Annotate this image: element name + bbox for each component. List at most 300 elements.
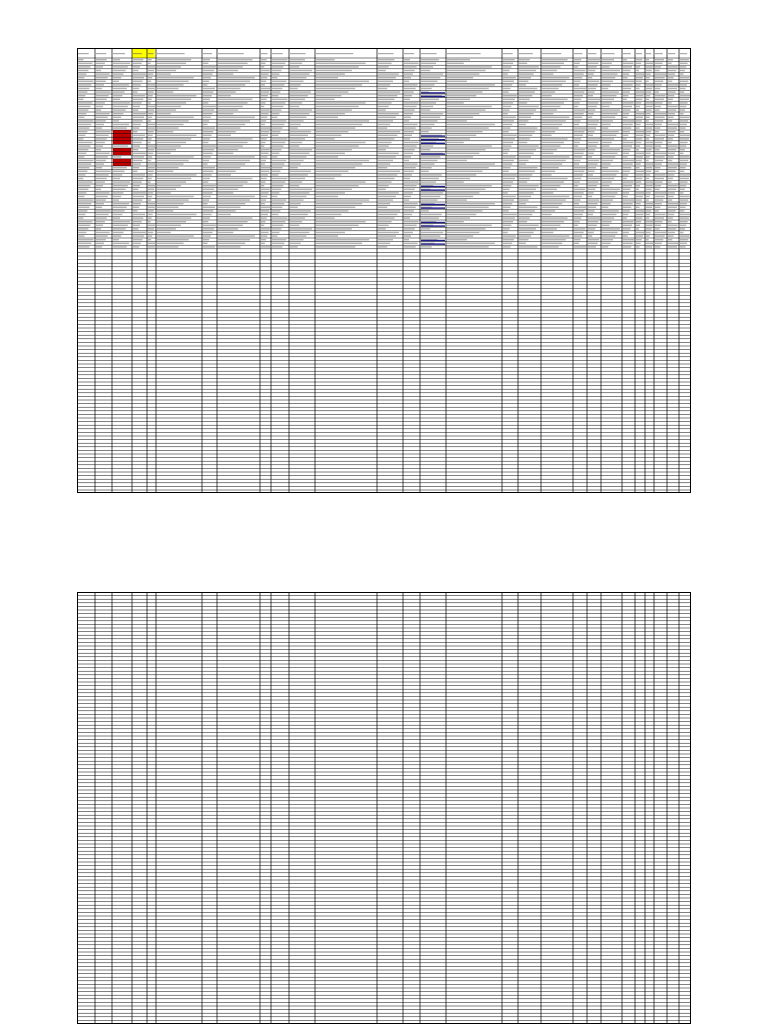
cell-text <box>646 246 652 247</box>
cell-text <box>623 178 627 179</box>
cell-text <box>133 66 140 67</box>
cell-text <box>316 160 369 161</box>
cell-text <box>447 235 473 236</box>
cell-text <box>602 171 619 172</box>
cell-text <box>148 131 154 132</box>
cell-text <box>272 120 286 121</box>
cell-text <box>378 210 400 211</box>
cell-text <box>148 120 151 121</box>
cell-text <box>636 73 644 74</box>
cell-text <box>404 196 411 197</box>
cell-text <box>203 135 212 136</box>
cell-text <box>542 207 559 208</box>
cell-text <box>290 84 301 85</box>
cell-text <box>148 199 151 200</box>
cell-text <box>588 167 596 168</box>
error-cell <box>113 148 131 152</box>
cell-text <box>148 84 155 85</box>
cell-text <box>96 196 108 197</box>
cell-text <box>261 163 265 164</box>
cell-text <box>680 243 687 244</box>
cell-text <box>588 153 594 154</box>
cell-text <box>602 95 616 96</box>
cell-text <box>261 63 266 64</box>
cell-text <box>588 135 593 136</box>
cell-text <box>655 106 661 107</box>
cell-text <box>519 66 539 67</box>
cell-text <box>668 189 676 190</box>
cell-text <box>113 63 130 64</box>
link-cell <box>421 243 445 244</box>
cell-text <box>588 199 599 200</box>
cell-text <box>680 145 686 146</box>
cell-text <box>636 120 642 121</box>
cell-text <box>96 189 101 190</box>
cell-text <box>404 142 419 143</box>
cell-text <box>203 207 215 208</box>
cell-text <box>447 243 495 244</box>
cell-text <box>503 167 510 168</box>
cell-text <box>78 214 85 215</box>
cell-text <box>542 70 557 71</box>
cell-text <box>655 199 663 200</box>
cell-text <box>602 192 618 193</box>
cell-text <box>588 156 592 157</box>
cell-text <box>447 102 464 103</box>
cell-text <box>588 66 597 67</box>
cell-text <box>636 181 641 182</box>
link-cell <box>421 186 445 187</box>
cell-text <box>574 167 586 168</box>
cell-text <box>542 171 555 172</box>
cell-text <box>421 73 443 74</box>
cell-text <box>78 171 87 172</box>
cell-text <box>574 145 578 146</box>
cell-text <box>680 153 684 154</box>
cell-text <box>272 99 287 100</box>
cell-text <box>680 149 685 150</box>
cell-text <box>636 174 643 175</box>
cell-text <box>421 66 433 67</box>
cell-text <box>404 149 415 150</box>
cell-text <box>404 138 410 139</box>
cell-text <box>655 127 660 128</box>
cell-text <box>574 77 582 78</box>
cell-text <box>655 171 659 172</box>
cell-text <box>636 167 640 168</box>
cell-text <box>447 239 467 240</box>
cell-text <box>404 235 411 236</box>
cell-text <box>421 174 442 175</box>
cell-text <box>447 156 473 157</box>
cell-text <box>218 73 233 74</box>
cell-text <box>316 117 338 118</box>
cell-text <box>148 203 155 204</box>
cell-text <box>646 243 653 244</box>
cell-text <box>404 63 419 64</box>
cell-text <box>447 91 482 92</box>
cell-text <box>668 239 672 240</box>
cell-text <box>447 228 486 229</box>
cell-text <box>503 59 515 60</box>
cell-text <box>574 243 579 244</box>
sheet-page-1-grid <box>77 48 691 493</box>
cell-text <box>623 142 633 143</box>
cell-text <box>588 109 595 110</box>
cell-text <box>574 225 578 226</box>
cell-text <box>623 153 629 154</box>
cell-text <box>588 84 598 85</box>
cell-text <box>646 88 652 89</box>
cell-text <box>378 117 396 118</box>
cell-text <box>113 171 125 172</box>
cell-text <box>503 84 512 85</box>
cell-text <box>261 214 268 215</box>
cell-text <box>96 221 105 222</box>
cell-text <box>588 145 597 146</box>
cell-text <box>655 185 661 186</box>
cell-text <box>272 145 283 146</box>
cell-text <box>421 171 429 172</box>
cell-text <box>290 99 305 100</box>
cell-text <box>623 124 633 125</box>
cell-text <box>96 235 108 236</box>
cell-text <box>519 81 528 82</box>
cell-text <box>404 203 418 204</box>
cell-text <box>113 217 120 218</box>
cell-text <box>602 167 608 168</box>
cell-text <box>503 178 515 179</box>
cell-text <box>113 207 127 208</box>
cell-text <box>290 66 299 67</box>
cell-text <box>623 243 633 244</box>
cell-text <box>157 59 191 60</box>
cell-text <box>646 135 650 136</box>
cell-text <box>78 106 90 107</box>
cell-text <box>78 221 92 222</box>
cell-text <box>316 189 352 190</box>
cell-text <box>574 174 583 175</box>
cell-text <box>272 127 282 128</box>
cell-text <box>78 160 93 161</box>
cell-text <box>623 120 634 121</box>
cell-text <box>447 225 492 226</box>
cell-text <box>680 63 688 64</box>
cell-text <box>655 203 662 204</box>
cell-text <box>542 124 562 125</box>
cell-text <box>148 127 155 128</box>
cell-text <box>588 160 599 161</box>
cell-text <box>378 207 387 208</box>
cell-text <box>378 189 386 190</box>
cell-text <box>218 59 252 60</box>
cell-text <box>316 102 366 103</box>
cell-text <box>655 232 666 233</box>
cell-text <box>404 160 409 161</box>
cell-text <box>421 232 443 233</box>
cell-text <box>203 102 208 103</box>
cell-text <box>636 135 643 136</box>
cell-text <box>78 210 87 211</box>
cell-text <box>316 217 335 218</box>
cell-text <box>378 228 386 229</box>
cell-text <box>602 156 615 157</box>
cell-text <box>680 221 688 222</box>
cell-text <box>148 153 153 154</box>
cell-text <box>623 210 630 211</box>
cell-text <box>542 138 568 139</box>
cell-text <box>680 73 684 74</box>
cell-text <box>261 113 269 114</box>
cell-text <box>113 120 119 121</box>
cell-text <box>148 88 155 89</box>
cell-text <box>133 127 139 128</box>
cell-text <box>668 192 675 193</box>
cell-text <box>623 138 627 139</box>
cell-text <box>148 217 152 218</box>
cell-text <box>261 99 267 100</box>
cell-text <box>78 73 86 74</box>
cell-text <box>378 243 390 244</box>
cell-text <box>519 88 537 89</box>
cell-text <box>447 66 492 67</box>
cell-text <box>574 66 578 67</box>
cell-text <box>78 196 84 197</box>
cell-text <box>646 138 649 139</box>
cell-text <box>503 70 510 71</box>
cell-text <box>218 70 238 71</box>
cell-text <box>404 171 414 172</box>
cell-text <box>421 246 432 247</box>
cell-text <box>655 142 663 143</box>
cell-text <box>316 246 355 247</box>
cell-text <box>503 228 510 229</box>
cell-text <box>636 138 642 139</box>
cell-text <box>203 246 215 247</box>
cell-text <box>157 120 189 121</box>
cell-text <box>623 207 631 208</box>
cell-text <box>588 217 600 218</box>
cell-text <box>421 102 436 103</box>
cell-text <box>378 185 389 186</box>
cell-text <box>218 217 252 218</box>
cell-text <box>218 113 233 114</box>
header-cell-text <box>96 53 106 54</box>
cell-text <box>290 63 302 64</box>
cell-text <box>574 207 586 208</box>
cell-text <box>542 243 562 244</box>
cell-text <box>668 167 677 168</box>
cell-text <box>636 228 639 229</box>
cell-text <box>378 192 399 193</box>
cell-text <box>542 214 552 215</box>
cell-text <box>261 95 268 96</box>
cell-text <box>113 203 129 204</box>
cell-text <box>636 192 644 193</box>
cell-text <box>636 66 640 67</box>
cell-text <box>218 77 255 78</box>
cell-text <box>261 109 270 110</box>
cell-text <box>602 153 618 154</box>
cell-text <box>316 196 338 197</box>
cell-text <box>655 66 661 67</box>
cell-text <box>78 117 84 118</box>
cell-text <box>261 149 270 150</box>
cell-text <box>636 88 640 89</box>
cell-text <box>261 199 266 200</box>
cell-text <box>655 207 660 208</box>
cell-text <box>655 153 666 154</box>
cell-text <box>378 239 393 240</box>
cell-text <box>157 160 189 161</box>
cell-text <box>378 142 392 143</box>
cell-text <box>290 207 298 208</box>
cell-text <box>421 131 429 132</box>
cell-text <box>133 181 142 182</box>
cell-text <box>680 217 689 218</box>
cell-text <box>113 178 120 179</box>
cell-text <box>148 171 154 172</box>
cell-text <box>96 207 102 208</box>
cell-text <box>78 192 86 193</box>
cell-text <box>542 199 566 200</box>
cell-text <box>636 142 641 143</box>
cell-text <box>290 160 304 161</box>
cell-text <box>157 210 173 211</box>
cell-text <box>203 84 208 85</box>
cell-text <box>133 243 141 244</box>
cell-text <box>96 199 106 200</box>
cell-text <box>623 70 631 71</box>
cell-text <box>447 167 489 168</box>
cell-text <box>542 95 552 96</box>
cell-text <box>519 63 527 64</box>
cell-text <box>646 217 649 218</box>
cell-text <box>421 70 430 71</box>
cell-text <box>78 207 89 208</box>
cell-text <box>574 149 585 150</box>
cell-text <box>636 199 642 200</box>
cell-text <box>542 120 566 121</box>
cell-text <box>316 174 341 175</box>
cell-text <box>404 131 414 132</box>
cell-text <box>133 109 138 110</box>
cell-text <box>316 235 338 236</box>
cell-text <box>404 109 415 110</box>
cell-text <box>680 156 690 157</box>
cell-text <box>655 246 660 247</box>
cell-text <box>203 221 208 222</box>
cell-text <box>447 199 467 200</box>
cell-text <box>680 228 685 229</box>
cell-text <box>646 203 653 204</box>
cell-text <box>602 243 611 244</box>
cell-text <box>378 156 396 157</box>
cell-text <box>680 185 686 186</box>
cell-text <box>588 102 598 103</box>
cell-text <box>203 185 216 186</box>
cell-text <box>290 73 309 74</box>
cell-text <box>588 113 594 114</box>
cell-text <box>574 235 582 236</box>
cell-text <box>519 59 530 60</box>
cell-text <box>316 185 359 186</box>
cell-text <box>404 66 417 67</box>
cell-text <box>668 120 672 121</box>
cell-text <box>78 120 93 121</box>
cell-text <box>157 203 184 204</box>
cell-text <box>316 156 338 157</box>
cell-text <box>542 145 560 146</box>
cell-text <box>588 99 600 100</box>
cell-text <box>157 185 181 186</box>
cell-text <box>421 145 433 146</box>
cell-text <box>378 181 392 182</box>
cell-text <box>404 246 416 247</box>
cell-text <box>157 239 189 240</box>
cell-text <box>96 145 103 146</box>
cell-text <box>646 102 653 103</box>
cell-text <box>421 127 432 128</box>
cell-text <box>96 120 106 121</box>
cell-text <box>421 77 440 78</box>
cell-text <box>316 153 345 154</box>
cell-text <box>96 63 105 64</box>
cell-text <box>148 124 155 125</box>
cell-text <box>680 167 686 168</box>
cell-text <box>636 106 640 107</box>
cell-text <box>519 239 528 240</box>
cell-text <box>623 59 627 60</box>
cell-text <box>218 153 233 154</box>
cell-text <box>113 145 128 146</box>
cell-text <box>542 156 569 157</box>
cell-text <box>503 207 510 208</box>
cell-text <box>636 77 643 78</box>
cell-text <box>447 95 476 96</box>
cell-text <box>680 106 686 107</box>
cell-text <box>203 142 208 143</box>
cell-text <box>272 95 278 96</box>
cell-text <box>421 117 440 118</box>
cell-text <box>157 156 194 157</box>
cell-text <box>574 221 580 222</box>
cell-text <box>290 88 298 89</box>
cell-text <box>602 109 620 110</box>
cell-text <box>316 207 355 208</box>
cell-text <box>148 174 153 175</box>
cell-text <box>157 167 178 168</box>
cell-text <box>421 167 432 168</box>
cell-text <box>668 174 674 175</box>
cell-text <box>78 246 89 247</box>
cell-text <box>680 120 688 121</box>
cell-text <box>316 95 341 96</box>
cell-text <box>404 210 414 211</box>
cell-text <box>316 221 366 222</box>
cell-text <box>218 207 240 208</box>
cell-text <box>636 239 642 240</box>
cell-text <box>96 239 106 240</box>
cell-text <box>272 149 281 150</box>
cell-text <box>542 91 555 92</box>
cell-text <box>261 189 270 190</box>
cell-text <box>272 235 277 236</box>
cell-text <box>218 171 236 172</box>
cell-text <box>574 156 582 157</box>
cell-text <box>646 131 651 132</box>
cell-text <box>157 145 181 146</box>
